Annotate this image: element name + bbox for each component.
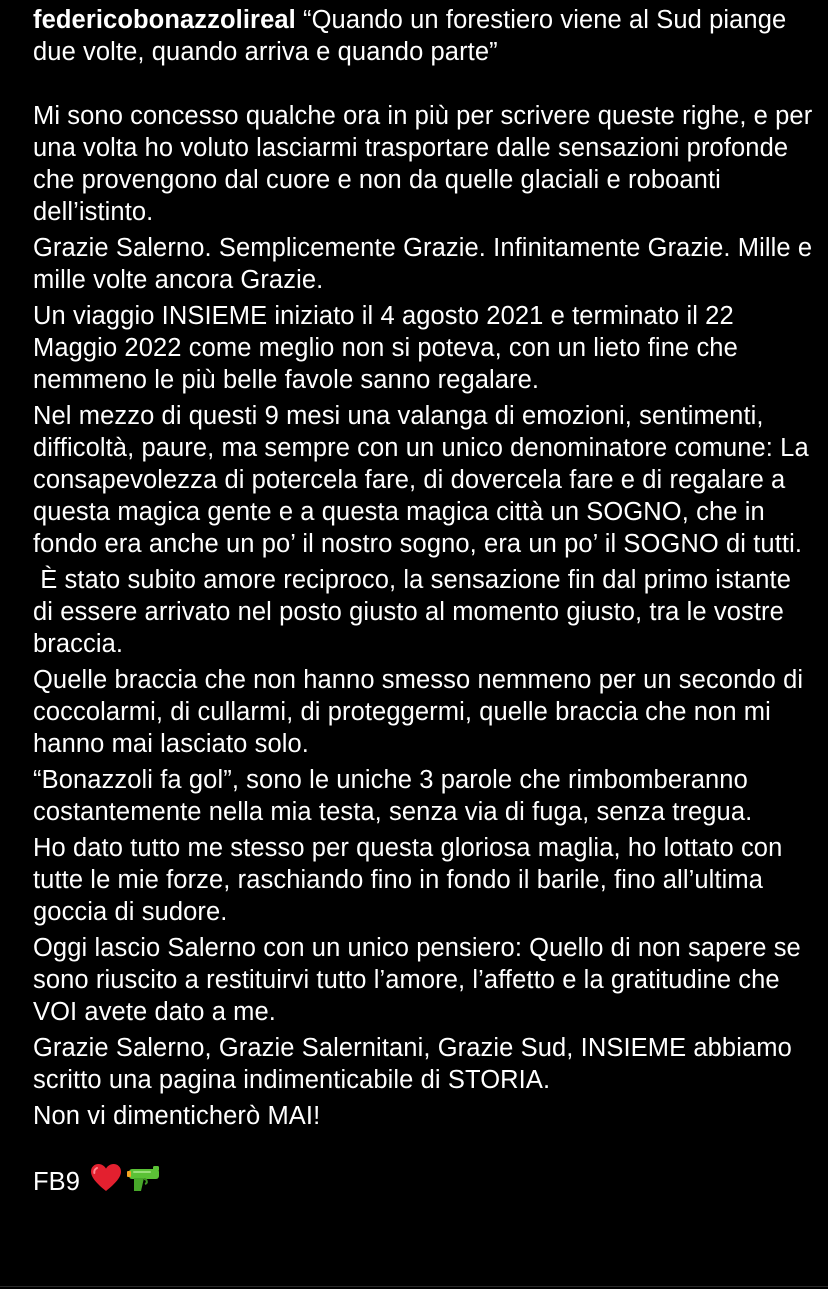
caption-paragraph: Oggi lascio Salerno con un unico pensiero: Quello di non sapere se sono riuscito a restituirvi tutto l’amore, l’affetto e la gratitudine che VOI avete dato a me. — [33, 934, 801, 1026]
caption-paragraph: “Bonazzoli fa gol”, sono le uniche 3 parole che rimbomberanno costantemente nella mia testa, senza via di fuga, senza tregua. — [33, 766, 753, 826]
caption-paragraph: Grazie Salerno. Semplicemente Grazie. Infinitamente Grazie. Mille e mille volte ancora Grazie. — [33, 234, 813, 294]
caption-paragraph: È stato subito amore reciproco, la sensazione fin dal primo istante di essere arrivato nel posto giusto al momento giusto, tra le vostre braccia. — [33, 566, 799, 658]
caption-paragraph: Mi sono concesso qualche ora in più per scrivere queste righe, e per una volta ho voluto lasciarmi trasportare dalle sensazioni profonde che provengono dal cuore e non da quelle glaciali e roboanti dell’istinto. — [33, 102, 813, 226]
blank-line — [33, 68, 813, 100]
divider — [0, 1286, 828, 1287]
red-heart-icon — [90, 1163, 122, 1201]
signature-line — [33, 1164, 813, 1200]
caption-paragraph: Ho dato tutto me stesso per questa gloriosa maglia, ho lottato con tutte le mie forze, raschiando fino in fondo il barile, fino all’ultima goccia di sudore. — [33, 834, 783, 926]
signature-text: FB9 — [33, 1168, 81, 1196]
username-link[interactable]: federicobonazzolireal — [33, 6, 296, 34]
blank-line — [33, 1132, 813, 1164]
caption-quote: “Quando un forestiero viene al Sud piange due volte, quando arriva e quando parte” — [33, 6, 787, 66]
caption-paragraph: Grazie Salerno, Grazie Salernitani, Grazie Sud, INSIEME abbiamo scritto una pagina indimenticabile di STORIA. — [33, 1034, 792, 1094]
caption-paragraph: Quelle braccia che non hanno smesso nemmeno per un secondo di coccolarmi, di cullarmi, di proteggermi, quelle braccia che non mi hanno mai lasciato solo. — [33, 666, 804, 758]
water-pistol-icon — [126, 1163, 162, 1201]
caption-header — [33, 4, 813, 68]
caption-paragraph: Un viaggio INSIEME iniziato il 4 agosto 2021 e terminato il 22 Maggio 2022 come meglio non si poteva, con un lieto fine che nemmeno le più belle favole sanno regalare. — [33, 302, 738, 394]
caption-paragraph: Non vi dimenticherò MAI! — [33, 1102, 321, 1130]
caption-paragraph: Nel mezzo di questi 9 mesi una valanga di emozioni, sentimenti, difficoltà, paure, ma sempre con un unico denominatore comune: La consapevolezza di potercela fare, di dovercela fare e di regalare a questa magica gente e a questa magica città un SOGNO, che in fondo era anche un po’ il nostro sogno, era un po’ il SOGNO di tutti. — [33, 402, 809, 558]
post-caption — [33, 4, 813, 1200]
